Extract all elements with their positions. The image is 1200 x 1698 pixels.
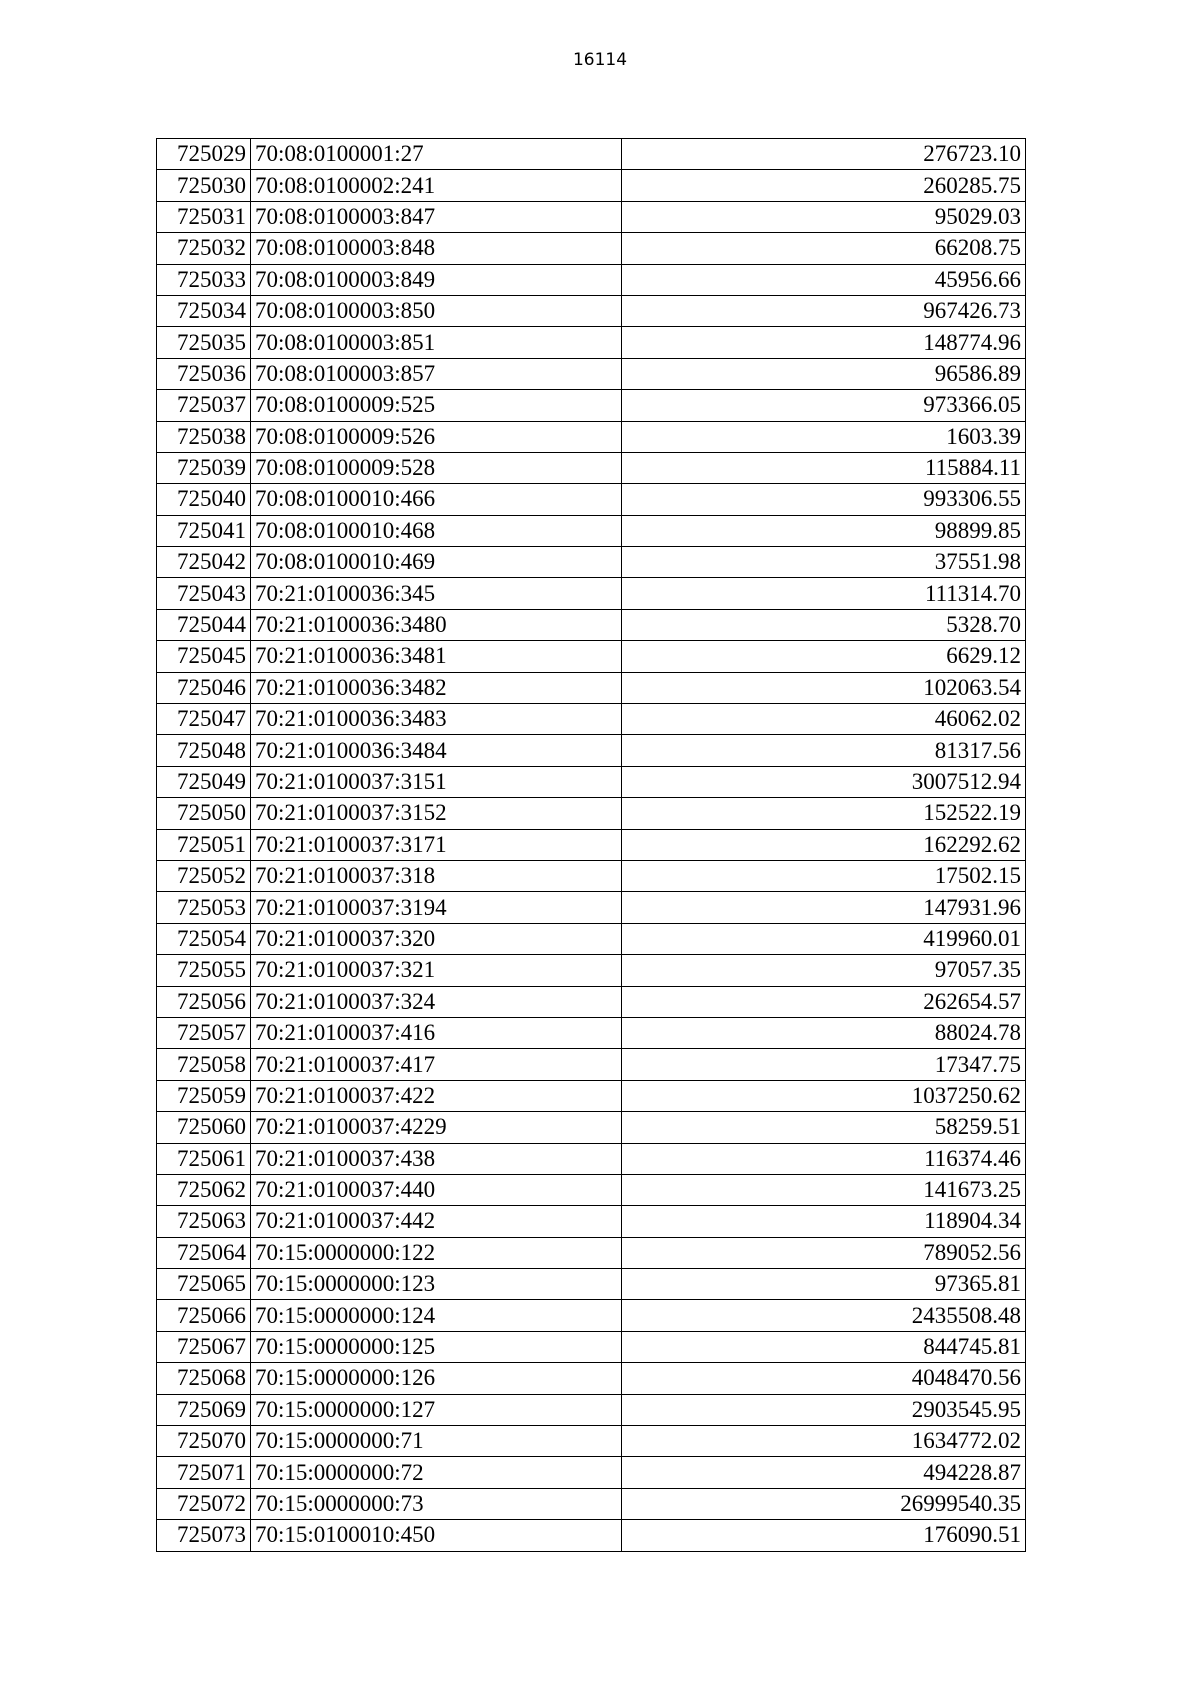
cadastral-value-cell: 115884.11 [622,452,1026,483]
table-row [157,704,1026,735]
row-number-cell: 725030 [157,170,251,201]
row-number-cell: 725048 [157,735,251,766]
table-row [157,609,1026,640]
cadastral-number-cell: 70:15:0000000:72 [251,1457,622,1488]
cadastral-value-cell: 152522.19 [622,798,1026,829]
table-row [157,1300,1026,1331]
row-number-cell: 725040 [157,484,251,515]
cadastral-number-cell: 70:21:0100037:324 [251,986,622,1017]
row-number-cell: 725043 [157,578,251,609]
table-row [157,986,1026,1017]
table-row [157,233,1026,264]
cadastral-value-cell: 46062.02 [622,704,1026,735]
cadastral-value-cell: 844745.81 [622,1331,1026,1362]
cadastral-number-cell: 70:21:0100037:4229 [251,1112,622,1143]
row-number-cell: 725050 [157,798,251,829]
cadastral-value-cell: 17347.75 [622,1049,1026,1080]
cadastral-number-cell: 70:15:0000000:123 [251,1269,622,1300]
cadastral-number-cell: 70:21:0100037:320 [251,923,622,954]
table-row [157,641,1026,672]
cadastral-number-cell: 70:15:0000000:127 [251,1394,622,1425]
cadastral-value-cell: 1037250.62 [622,1080,1026,1111]
row-number-cell: 725031 [157,201,251,232]
cadastral-number-cell: 70:08:0100003:847 [251,201,622,232]
table-row [157,955,1026,986]
cadastral-value-cell: 967426.73 [622,295,1026,326]
cadastral-number-cell: 70:08:0100009:528 [251,452,622,483]
cadastral-value-cell: 2435508.48 [622,1300,1026,1331]
cadastral-number-cell: 70:21:0100037:3151 [251,766,622,797]
cadastral-number-cell: 70:21:0100037:3171 [251,829,622,860]
table-row [157,1237,1026,1268]
table-row [157,1394,1026,1425]
table-row [157,1049,1026,1080]
table-row [157,1143,1026,1174]
cadastral-value-cell: 262654.57 [622,986,1026,1017]
row-number-cell: 725052 [157,860,251,891]
cadastral-number-cell: 70:21:0100036:345 [251,578,622,609]
row-number-cell: 725069 [157,1394,251,1425]
cadastral-number-cell: 70:08:0100003:850 [251,295,622,326]
cadastral-value-cell: 17502.15 [622,860,1026,891]
cadastral-number-cell: 70:15:0000000:125 [251,1331,622,1362]
row-number-cell: 725059 [157,1080,251,1111]
table-row [157,201,1026,232]
table-row [157,829,1026,860]
table-row [157,295,1026,326]
cadastral-value-cell: 88024.78 [622,1017,1026,1048]
cadastral-number-cell: 70:21:0100036:3481 [251,641,622,672]
cadastral-value-cell: 118904.34 [622,1206,1026,1237]
table-row [157,1206,1026,1237]
row-number-cell: 725051 [157,829,251,860]
cadastral-value-cell: 66208.75 [622,233,1026,264]
cadastral-number-cell: 70:15:0000000:124 [251,1300,622,1331]
cadastral-number-cell: 70:08:0100003:848 [251,233,622,264]
row-number-cell: 725056 [157,986,251,1017]
row-number-cell: 725062 [157,1174,251,1205]
row-number-cell: 725036 [157,358,251,389]
cadastral-number-cell: 70:08:0100003:849 [251,264,622,295]
row-number-cell: 725063 [157,1206,251,1237]
table-row [157,327,1026,358]
cadastral-value-cell: 97057.35 [622,955,1026,986]
table-row [157,484,1026,515]
table-row [157,672,1026,703]
cadastral-value-cell: 1603.39 [622,421,1026,452]
row-number-cell: 725049 [157,766,251,797]
cadastral-value-cell: 148774.96 [622,327,1026,358]
cadastral-number-cell: 70:21:0100037:440 [251,1174,622,1205]
cadastral-value-cell: 6629.12 [622,641,1026,672]
table-row [157,1457,1026,1488]
row-number-cell: 725068 [157,1363,251,1394]
cadastral-value-cell: 111314.70 [622,578,1026,609]
row-number-cell: 725035 [157,327,251,358]
cadastral-value-cell: 81317.56 [622,735,1026,766]
row-number-cell: 725047 [157,704,251,735]
cadastral-number-cell: 70:08:0100010:466 [251,484,622,515]
cadastral-number-cell: 70:08:0100009:525 [251,390,622,421]
row-number-cell: 725066 [157,1300,251,1331]
cadastral-number-cell: 70:15:0000000:126 [251,1363,622,1394]
table-row [157,547,1026,578]
table-row [157,578,1026,609]
cadastral-number-cell: 70:21:0100037:438 [251,1143,622,1174]
cadastral-value-cell: 97365.81 [622,1269,1026,1300]
table-row [157,139,1026,170]
row-number-cell: 725061 [157,1143,251,1174]
table-row [157,860,1026,891]
row-number-cell: 725042 [157,547,251,578]
table-row [157,1426,1026,1457]
cadastral-number-cell: 70:21:0100037:321 [251,955,622,986]
cadastral-value-cell: 1634772.02 [622,1426,1026,1457]
table-row [157,766,1026,797]
table-row [157,358,1026,389]
cadastral-number-cell: 70:08:0100003:857 [251,358,622,389]
cadastral-value-cell: 58259.51 [622,1112,1026,1143]
row-number-cell: 725032 [157,233,251,264]
cadastral-number-cell: 70:15:0000000:73 [251,1488,622,1519]
cadastral-value-cell: 5328.70 [622,609,1026,640]
table-row [157,421,1026,452]
cadastral-number-cell: 70:08:0100010:468 [251,515,622,546]
cadastral-value-cell: 3007512.94 [622,766,1026,797]
row-number-cell: 725067 [157,1331,251,1362]
table-row [157,170,1026,201]
row-number-cell: 725073 [157,1520,251,1551]
table-row [157,264,1026,295]
cadastral-value-cell: 4048470.56 [622,1363,1026,1394]
cadastral-number-cell: 70:08:0100003:851 [251,327,622,358]
row-number-cell: 725034 [157,295,251,326]
cadastral-number-cell: 70:21:0100036:3480 [251,609,622,640]
table-body [157,139,1026,1552]
row-number-cell: 725033 [157,264,251,295]
cadastral-value-cell: 2903545.95 [622,1394,1026,1425]
table-row [157,390,1026,421]
row-number-cell: 725072 [157,1488,251,1519]
cadastral-value-cell: 973366.05 [622,390,1026,421]
table-row [157,1080,1026,1111]
table-row [157,1269,1026,1300]
page-number: 16114 [572,50,628,70]
table-row [157,1112,1026,1143]
cadastral-value-table [156,138,1026,1552]
cadastral-value-cell: 993306.55 [622,484,1026,515]
cadastral-number-cell: 70:15:0000000:122 [251,1237,622,1268]
row-number-cell: 725055 [157,955,251,986]
table-row [157,1174,1026,1205]
row-number-cell: 725053 [157,892,251,923]
table-row [157,735,1026,766]
cadastral-number-cell: 70:21:0100037:318 [251,860,622,891]
cadastral-number-cell: 70:21:0100037:422 [251,1080,622,1111]
cadastral-number-cell: 70:15:0000000:71 [251,1426,622,1457]
cadastral-value-cell: 789052.56 [622,1237,1026,1268]
table-row [157,1488,1026,1519]
cadastral-number-cell: 70:21:0100036:3483 [251,704,622,735]
cadastral-number-cell: 70:21:0100037:416 [251,1017,622,1048]
table-row [157,1331,1026,1362]
table-row [157,923,1026,954]
cadastral-value-cell: 96586.89 [622,358,1026,389]
row-number-cell: 725060 [157,1112,251,1143]
row-number-cell: 725044 [157,609,251,640]
table-row [157,1363,1026,1394]
cadastral-value-cell: 276723.10 [622,139,1026,170]
row-number-cell: 725038 [157,421,251,452]
cadastral-value-cell: 176090.51 [622,1520,1026,1551]
row-number-cell: 725037 [157,390,251,421]
table-row [157,1520,1026,1551]
cadastral-number-cell: 70:15:0100010:450 [251,1520,622,1551]
table-row [157,1017,1026,1048]
cadastral-number-cell: 70:08:0100002:241 [251,170,622,201]
cadastral-value-cell: 26999540.35 [622,1488,1026,1519]
cadastral-number-cell: 70:08:0100009:526 [251,421,622,452]
cadastral-value-cell: 162292.62 [622,829,1026,860]
cadastral-value-cell: 260285.75 [622,170,1026,201]
cadastral-number-cell: 70:21:0100037:417 [251,1049,622,1080]
row-number-cell: 725064 [157,1237,251,1268]
cadastral-value-cell: 98899.85 [622,515,1026,546]
cadastral-number-cell: 70:21:0100037:442 [251,1206,622,1237]
cadastral-value-cell: 419960.01 [622,923,1026,954]
row-number-cell: 725041 [157,515,251,546]
cadastral-value-cell: 147931.96 [622,892,1026,923]
table-row [157,452,1026,483]
row-number-cell: 725039 [157,452,251,483]
table-row [157,892,1026,923]
row-number-cell: 725057 [157,1017,251,1048]
cadastral-value-cell: 494228.87 [622,1457,1026,1488]
table-row [157,515,1026,546]
cadastral-number-cell: 70:08:0100001:27 [251,139,622,170]
cadastral-number-cell: 70:21:0100037:3194 [251,892,622,923]
cadastral-number-cell: 70:21:0100036:3484 [251,735,622,766]
row-number-cell: 725046 [157,672,251,703]
row-number-cell: 725054 [157,923,251,954]
row-number-cell: 725029 [157,139,251,170]
row-number-cell: 725071 [157,1457,251,1488]
cadastral-value-cell: 116374.46 [622,1143,1026,1174]
cadastral-value-cell: 95029.03 [622,201,1026,232]
cadastral-number-cell: 70:08:0100010:469 [251,547,622,578]
cadastral-value-cell: 102063.54 [622,672,1026,703]
cadastral-number-cell: 70:21:0100037:3152 [251,798,622,829]
table-row [157,798,1026,829]
cadastral-value-cell: 45956.66 [622,264,1026,295]
cadastral-value-cell: 141673.25 [622,1174,1026,1205]
row-number-cell: 725065 [157,1269,251,1300]
row-number-cell: 725058 [157,1049,251,1080]
cadastral-number-cell: 70:21:0100036:3482 [251,672,622,703]
row-number-cell: 725070 [157,1426,251,1457]
cadastral-value-cell: 37551.98 [622,547,1026,578]
row-number-cell: 725045 [157,641,251,672]
